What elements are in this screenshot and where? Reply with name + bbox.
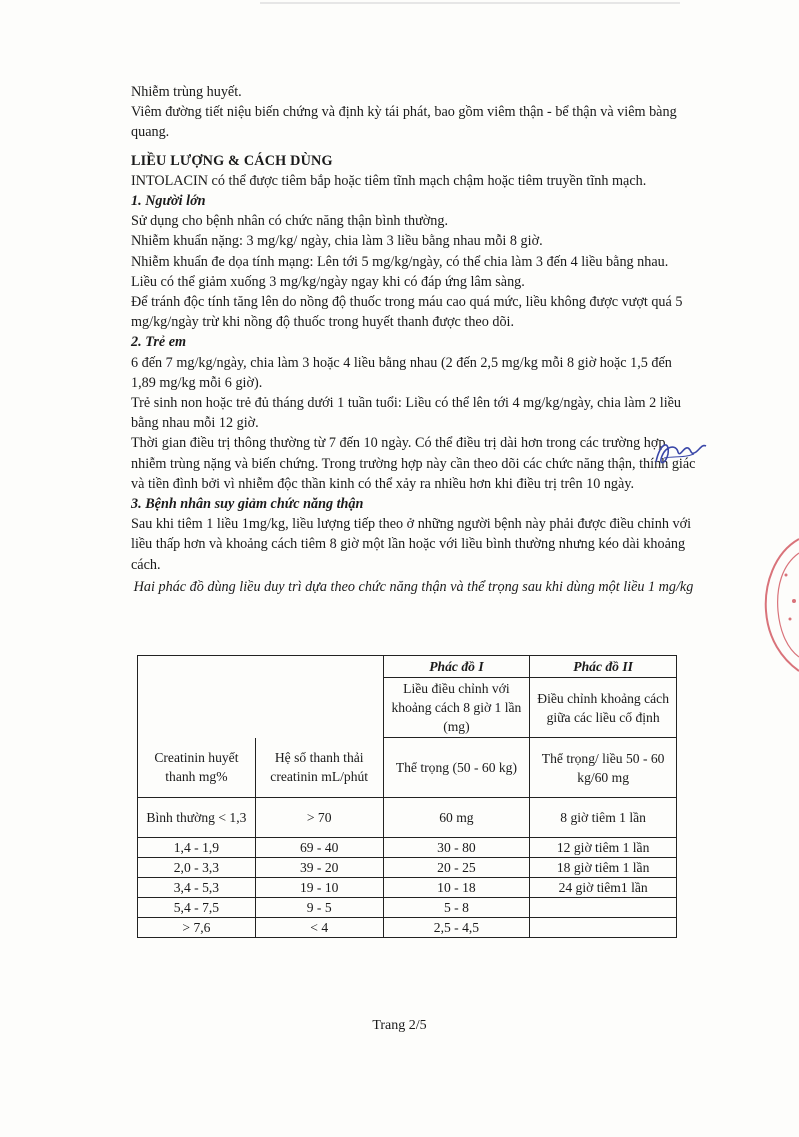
paragraph: Thời gian điều trị thông thường từ 7 đến 10 ngày. Có thể điều trị dài hơn trong các trường hợp nhiễm trùng nặng và biến chứng. Trong trường hợp này cần theo dõi các chức năng thận, thính giác và tiền đình bởi vì nhiễm độc thần kinh có thể xảy ra nhiều hơn khi điều trị trên 10 ngày. xyxy=(131,435,696,492)
paragraph: Để tránh độc tính tăng lên do nồng độ thuốc trong máu cao quá mức, liều không được vượt quá 5 mg/kg/ngày trừ khi nồng độ thuốc trong huyết thanh được theo dõi. xyxy=(131,294,683,331)
cell-clearance: > 70 xyxy=(255,798,383,838)
cell-dose: 2,5 - 4,5 xyxy=(383,918,530,938)
handwritten-signature xyxy=(650,432,710,472)
clearance-header: Hệ số thanh thải creatinin mL/phút xyxy=(255,738,383,798)
cell-interval xyxy=(530,918,677,938)
paragraph: Trẻ sinh non hoặc trẻ đủ tháng dưới 1 tuần tuổi: Liều có thể lên tới 4 mg/kg/ngày, chia làm 2 liều bằng nhau mỗi 12 giờ. xyxy=(131,395,682,432)
table-row xyxy=(138,898,677,918)
regimen-2-header: Phác đồ II xyxy=(530,656,677,678)
cell-creatinine: 1,4 - 1,9 xyxy=(138,838,256,858)
body-text xyxy=(131,82,696,597)
cell-clearance: 19 - 10 xyxy=(255,878,383,898)
dosage-table xyxy=(137,655,677,938)
paragraph: Viêm đường tiết niệu biến chứng và định kỳ tái phát, bao gồm viêm thận - bể thận và viêm bàng quang. xyxy=(131,104,677,141)
cell-dose: 20 - 25 xyxy=(383,858,530,878)
cell-interval: 8 giờ tiêm 1 lần xyxy=(530,798,677,838)
regimen-1-description: Liều điều chỉnh với khoảng cách 8 giờ 1 lần (mg) xyxy=(383,678,530,738)
paragraph: INTOLACIN có thể được tiêm bắp hoặc tiêm tĩnh mạch chậm hoặc tiêm truyền tĩnh mạch. xyxy=(131,172,647,189)
cell-clearance: 9 - 5 xyxy=(255,898,383,918)
creatinine-header: Creatinin huyết thanh mg% xyxy=(138,738,256,798)
cell-dose: 30 - 80 xyxy=(383,838,530,858)
paragraph: 6 đến 7 mg/kg/ngày, chia làm 3 hoặc 4 liều bằng nhau (2 đến 2,5 mg/kg mỗi 8 giờ hoặc 1,5 đến 1,89 mg/kg mỗi 6 giờ). xyxy=(131,354,672,391)
table-row xyxy=(138,798,677,838)
cell-creatinine: 3,4 - 5,3 xyxy=(138,878,256,898)
weight-dose-header: Thể trọng/ liều 50 - 60 kg/60 mg xyxy=(530,738,677,798)
page-number: Trang 2/5 xyxy=(372,1018,427,1033)
subsection-heading: 2. Trẻ em xyxy=(131,334,187,351)
regimen-1-header: Phác đồ I xyxy=(383,656,530,678)
cell-interval: 12 giờ tiêm 1 lần xyxy=(530,838,677,858)
cell-interval: 24 giờ tiêm1 lần xyxy=(530,878,677,898)
cell-clearance: 39 - 20 xyxy=(255,858,383,878)
table-row xyxy=(138,878,677,898)
cell-dose: 10 - 18 xyxy=(383,878,530,898)
table-row xyxy=(138,918,677,938)
cell-clearance: 69 - 40 xyxy=(255,838,383,858)
cell-clearance: < 4 xyxy=(255,918,383,938)
cell-dose: 60 mg xyxy=(383,798,530,838)
table-empty-header xyxy=(138,656,384,738)
regimen-2-description: Điều chỉnh khoảng cách giữa các liều cố định xyxy=(530,678,677,738)
cell-creatinine: 2,0 - 3,3 xyxy=(138,858,256,878)
cell-interval: 18 giờ tiêm 1 lần xyxy=(530,858,677,878)
cell-creatinine: Bình thường < 1,3 xyxy=(138,798,256,838)
scan-artifact-line xyxy=(260,2,680,4)
cell-interval xyxy=(530,898,677,918)
paragraph: Nhiễm trùng huyết. xyxy=(131,84,242,100)
paragraph: Nhiễm khuẩn nặng: 3 mg/kg/ ngày, chia làm 3 liều bằng nhau mỗi 8 giờ. xyxy=(131,233,543,250)
red-stamp-fragment xyxy=(760,535,799,675)
subsection-heading: 3. Bệnh nhân suy giảm chức năng thận xyxy=(131,496,364,513)
cell-dose: 5 - 8 xyxy=(383,898,530,918)
subsection-heading: 1. Người lớn xyxy=(131,193,206,210)
section-heading: LIỀU LƯỢNG & CÁCH DÙNG xyxy=(131,152,333,169)
cell-creatinine: 5,4 - 7,5 xyxy=(138,898,256,918)
paragraph: Liều có thể giảm xuống 3 mg/kg/ngày ngay khi có đáp ứng lâm sàng. xyxy=(131,273,525,290)
table-caption: Hai phác đồ dùng liều duy trì dựa theo chức năng thận và thể trọng sau khi dùng một liều 1 mg/kg xyxy=(133,578,694,595)
cell-creatinine: > 7,6 xyxy=(138,918,256,938)
table-row xyxy=(138,858,677,878)
paragraph: Nhiễm khuẩn đe dọa tính mạng: Lên tới 5 mg/kg/ngày, có thể chia làm 3 đến 4 liều bằng nhau. xyxy=(131,253,669,270)
paragraph: Sử dụng cho bệnh nhân có chức năng thận bình thường. xyxy=(131,213,449,230)
paragraph: Sau khi tiêm 1 liều 1mg/kg, liều lượng tiếp theo ở những người bệnh này phải được điều chỉnh với liều thấp hơn và khoảng cách tiêm 8 giờ một lần hoặc với liều bình thường nhưng kéo dài khoảng cách. xyxy=(131,516,692,573)
weight-header: Thể trọng (50 - 60 kg) xyxy=(383,738,530,798)
table-row xyxy=(138,838,677,858)
